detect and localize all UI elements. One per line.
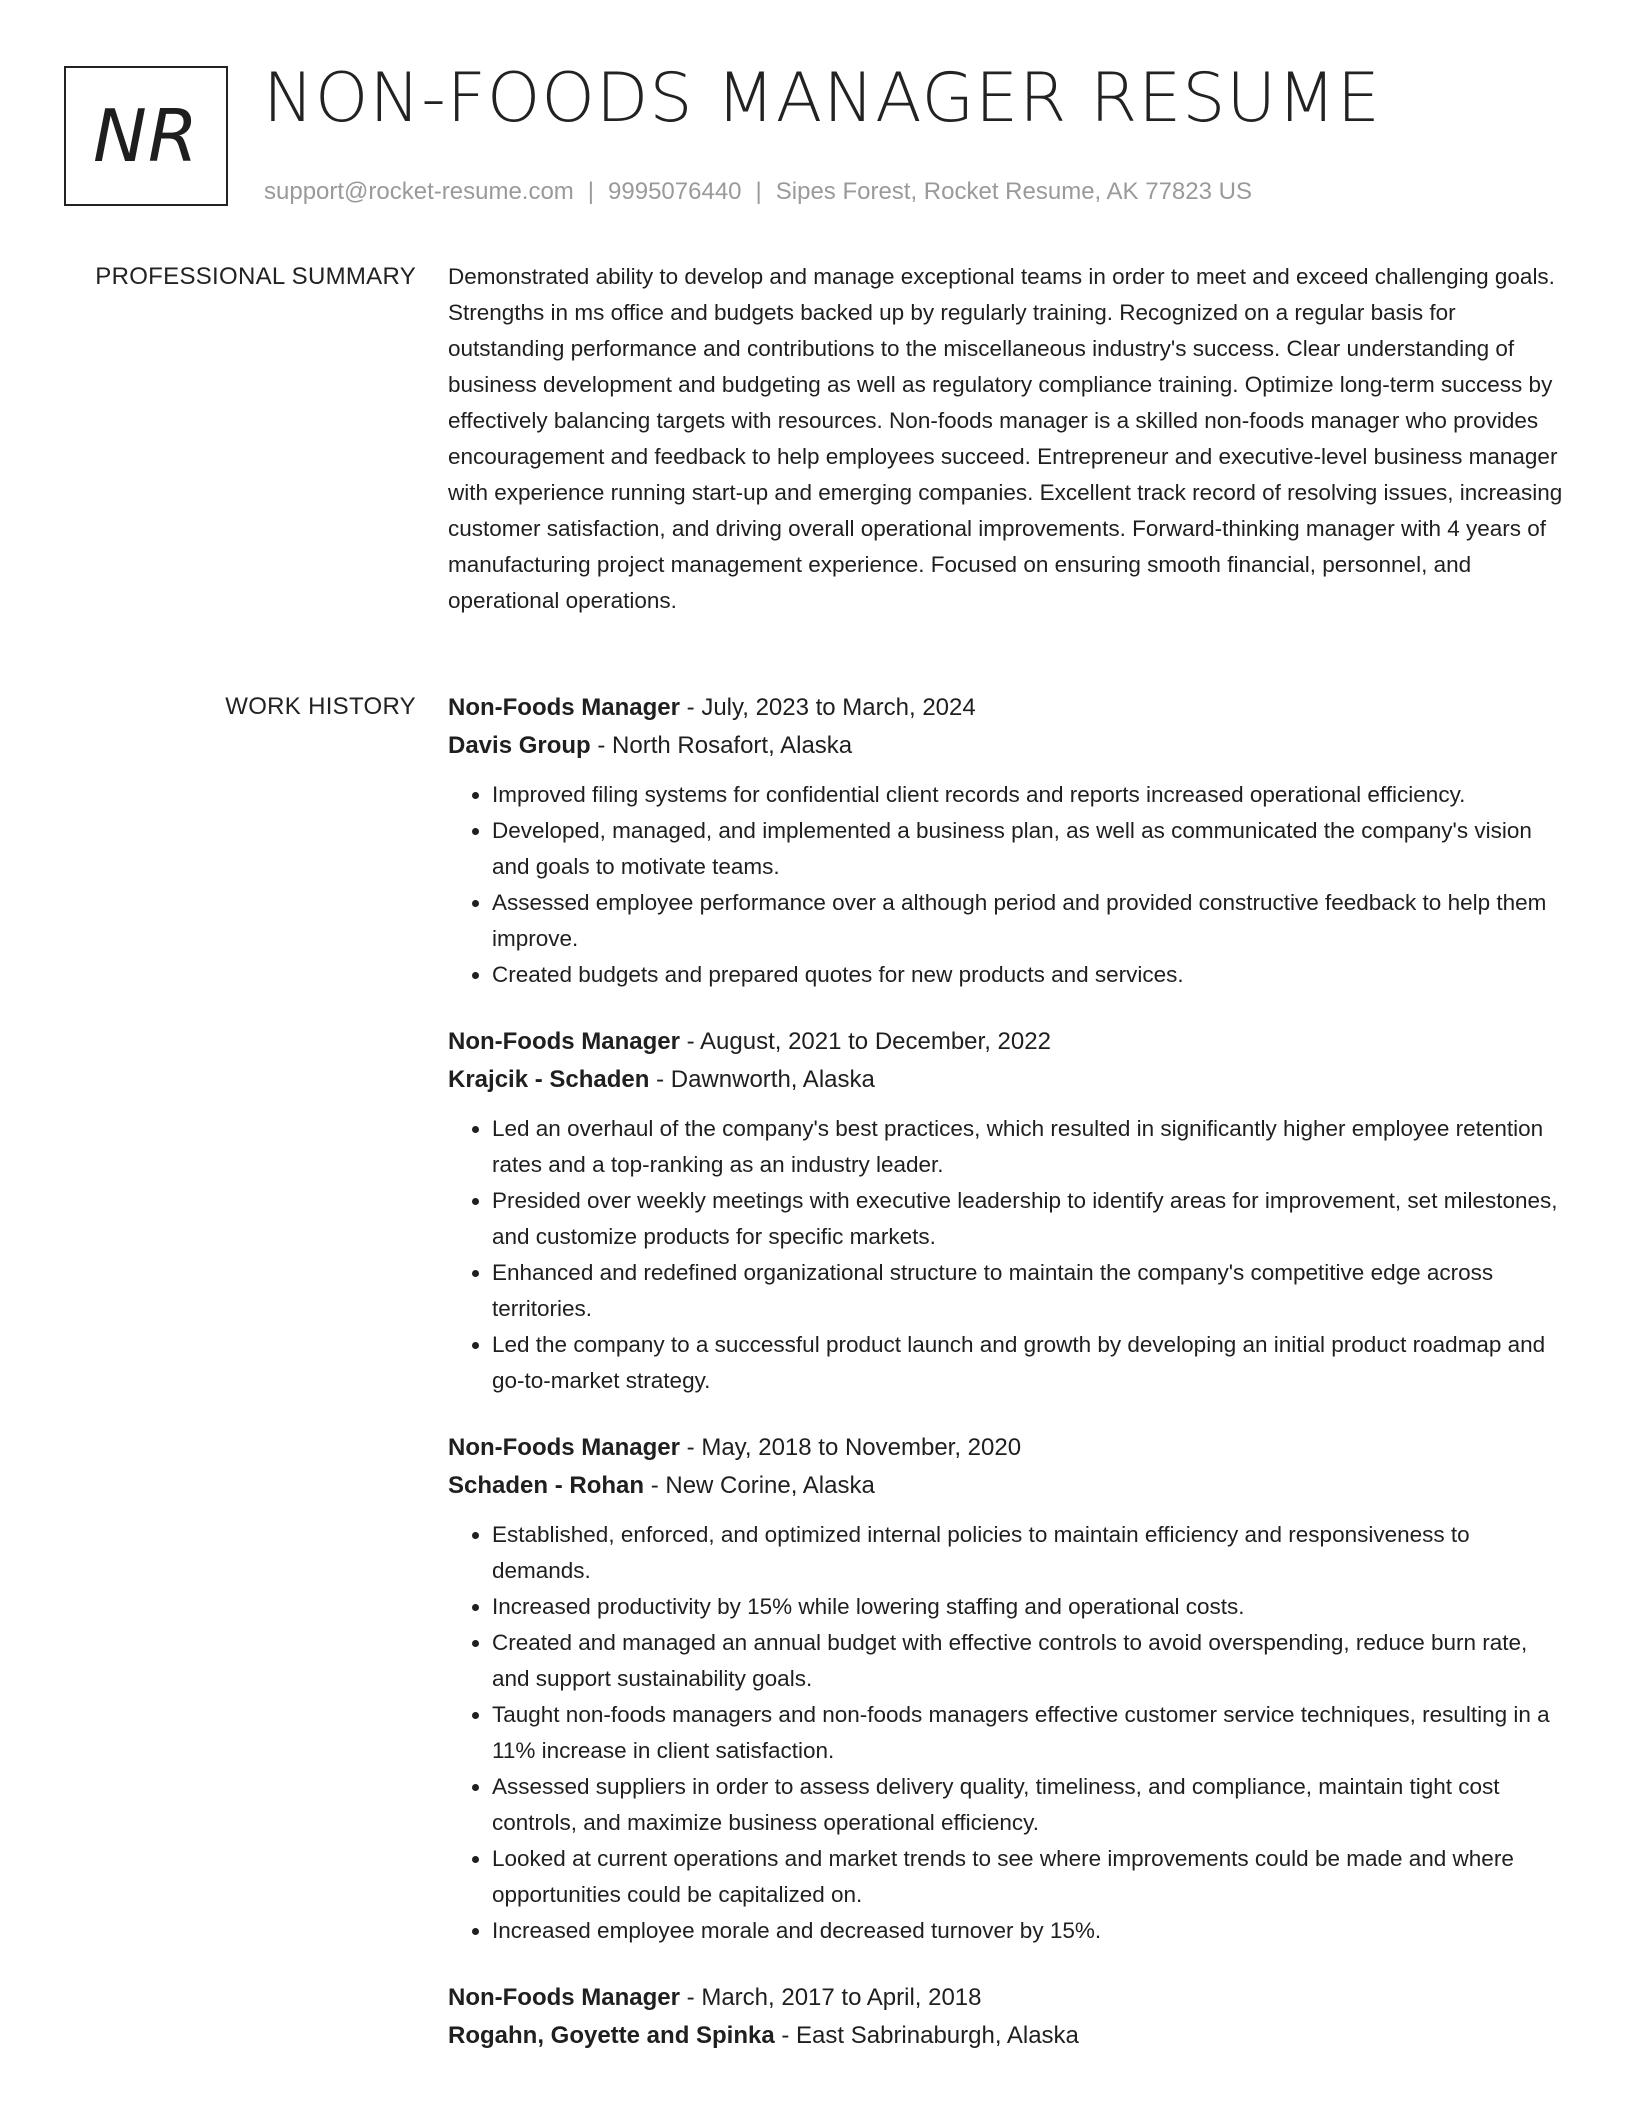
bullet-item: • Assessed suppliers in order to assess delivery quality, timeliness, and compliance, maintain tight cost controls, and maximize business operational efficiency. bbox=[492, 1769, 1568, 1841]
job-company: Krajcik - Schaden bbox=[448, 1066, 650, 1093]
bullet-item: • Increased productivity by 15% while lowering staffing and operational costs. bbox=[492, 1589, 1568, 1625]
bullet-item: • Improved filing systems for confidential client records and reports increased operational efficiency. bbox=[492, 777, 1568, 813]
job-title-line bbox=[448, 1429, 1568, 1467]
job-company-line bbox=[448, 2017, 1568, 2055]
job-company: Davis Group bbox=[448, 732, 591, 759]
bullet-item: • Increased employee morale and decreased turnover by 15%. bbox=[492, 1913, 1568, 1949]
contact-line bbox=[264, 174, 1252, 210]
contact-address: Sipes Forest, Rocket Resume, AK 77823 US bbox=[775, 178, 1252, 205]
dash-separator: - bbox=[680, 1028, 701, 1055]
contact-separator: | bbox=[755, 178, 762, 205]
dash-separator: - bbox=[590, 732, 613, 759]
initials-text: NR bbox=[93, 94, 199, 178]
job-dates: March, 2017 to April, 2018 bbox=[701, 1984, 982, 2011]
job-title-line bbox=[448, 689, 1568, 727]
dash-separator: - bbox=[680, 1434, 702, 1461]
job-dates: May, 2018 to November, 2020 bbox=[701, 1434, 1022, 1461]
job-dates: August, 2021 to December, 2022 bbox=[700, 1028, 1051, 1055]
summary-label: PROFESSIONAL SUMMARY bbox=[95, 263, 416, 290]
job-company: Rogahn, Goyette and Spinka bbox=[448, 2022, 775, 2049]
job-company: Schaden - Rohan bbox=[448, 1472, 645, 1499]
job-entry bbox=[448, 1023, 1568, 1399]
job-bullets bbox=[448, 1517, 1568, 1949]
summary-body bbox=[448, 259, 1568, 619]
bullet-item: • Assessed employee performance over a although period and provided constructive feedback to help them improve. bbox=[492, 885, 1568, 957]
job-company-line bbox=[448, 1467, 1568, 1505]
bullet-item: • Developed, managed, and implemented a business plan, as well as communicated the company's vision and goals to motivate teams. bbox=[492, 813, 1568, 885]
job-location: North Rosafort, Alaska bbox=[612, 732, 853, 759]
job-title-line bbox=[448, 1023, 1568, 1061]
bullet-item: • Enhanced and redefined organizational structure to maintain the company's competitive edge across territories. bbox=[492, 1255, 1568, 1327]
job-location: Dawnworth, Alaska bbox=[670, 1066, 875, 1093]
summary-text: Demonstrated ability to develop and manage exceptional teams in order to meet and exceed challenging goals. Strengths in ms office and budgets backed up by regularly training. Recognized on a regular basis for outstanding performance and contributions to the miscellaneous industry's success. Clear understanding of business development and budgeting as well as regulatory compliance training. Optimize long-term success by effectively balancing targets with resources. Non-foods manager is a skilled non-foods manager who provides encouragement and feedback to help employees succeed. Entrepreneur and executive-level business manager with experience running start-up and emerging companies. Excellent track record of resolving issues, increasing customer satisfaction, and driving overall operational improvements. Forward-thinking manager with 4 years of manufacturing project management experience. Focused on ensuring smooth financial, personnel, and operational operations. bbox=[448, 264, 1563, 613]
job-entry bbox=[448, 689, 1568, 993]
job-dates: July, 2023 to March, 2024 bbox=[701, 694, 976, 721]
bullet-item: • Presided over weekly meetings with executive leadership to identify areas for improvement, set milestones, and customize products for specific markets. bbox=[492, 1183, 1568, 1255]
dash-separator: - bbox=[649, 1066, 671, 1093]
bullet-item: • Looked at current operations and market trends to see where improvements could be made and where opportunities could be capitalized on. bbox=[492, 1841, 1568, 1913]
job-bullets bbox=[448, 777, 1568, 993]
job-title: Non-Foods Manager bbox=[448, 1028, 680, 1055]
initials-monogram bbox=[64, 66, 228, 206]
job-location: East Sabrinaburgh, Alaska bbox=[796, 2022, 1079, 2049]
bullet-item: • Created budgets and prepared quotes for new products and services. bbox=[492, 957, 1568, 993]
work-history-label: WORK HISTORY bbox=[225, 693, 416, 720]
dash-separator: - bbox=[680, 1984, 702, 2011]
work-history-body bbox=[448, 689, 1568, 2085]
bullet-item: • Led an overhaul of the company's best practices, which resulted in significantly higher employee retention rates and a top-ranking as an industry leader. bbox=[492, 1111, 1568, 1183]
bullet-item: • Taught non-foods managers and non-foods managers effective customer service techniques, resulting in a 11% increase in client satisfaction. bbox=[492, 1697, 1568, 1769]
job-entry bbox=[448, 1429, 1568, 1949]
contact-separator: | bbox=[587, 178, 595, 205]
resume-title: NON-FOODS MANAGER RESUME bbox=[263, 59, 1381, 138]
job-title: Non-Foods Manager bbox=[448, 1434, 680, 1461]
bullet-item: • Created and managed an annual budget with effective controls to avoid overspending, reduce burn rate, and support sustainability goals. bbox=[492, 1625, 1568, 1697]
job-bullets bbox=[448, 1111, 1568, 1399]
dash-separator: - bbox=[680, 694, 702, 721]
dash-separator: - bbox=[774, 2022, 797, 2049]
job-title: Non-Foods Manager bbox=[448, 1984, 680, 2011]
job-location: New Corine, Alaska bbox=[665, 1472, 875, 1499]
bullet-item: • Established, enforced, and optimized internal policies to maintain efficiency and responsiveness to demands. bbox=[492, 1517, 1568, 1589]
job-title: Non-Foods Manager bbox=[448, 694, 680, 721]
contact-email: support@rocket-resume.com bbox=[264, 178, 574, 205]
job-company-line bbox=[448, 1061, 1568, 1099]
dash-separator: - bbox=[644, 1472, 666, 1499]
job-company-line bbox=[448, 727, 1568, 765]
contact-phone: 9995076440 bbox=[608, 178, 742, 205]
job-title-line bbox=[448, 1979, 1568, 2017]
bullet-item: • Led the company to a successful product launch and growth by developing an initial product roadmap and go-to-market strategy. bbox=[492, 1327, 1568, 1399]
job-entry bbox=[448, 1979, 1568, 2055]
